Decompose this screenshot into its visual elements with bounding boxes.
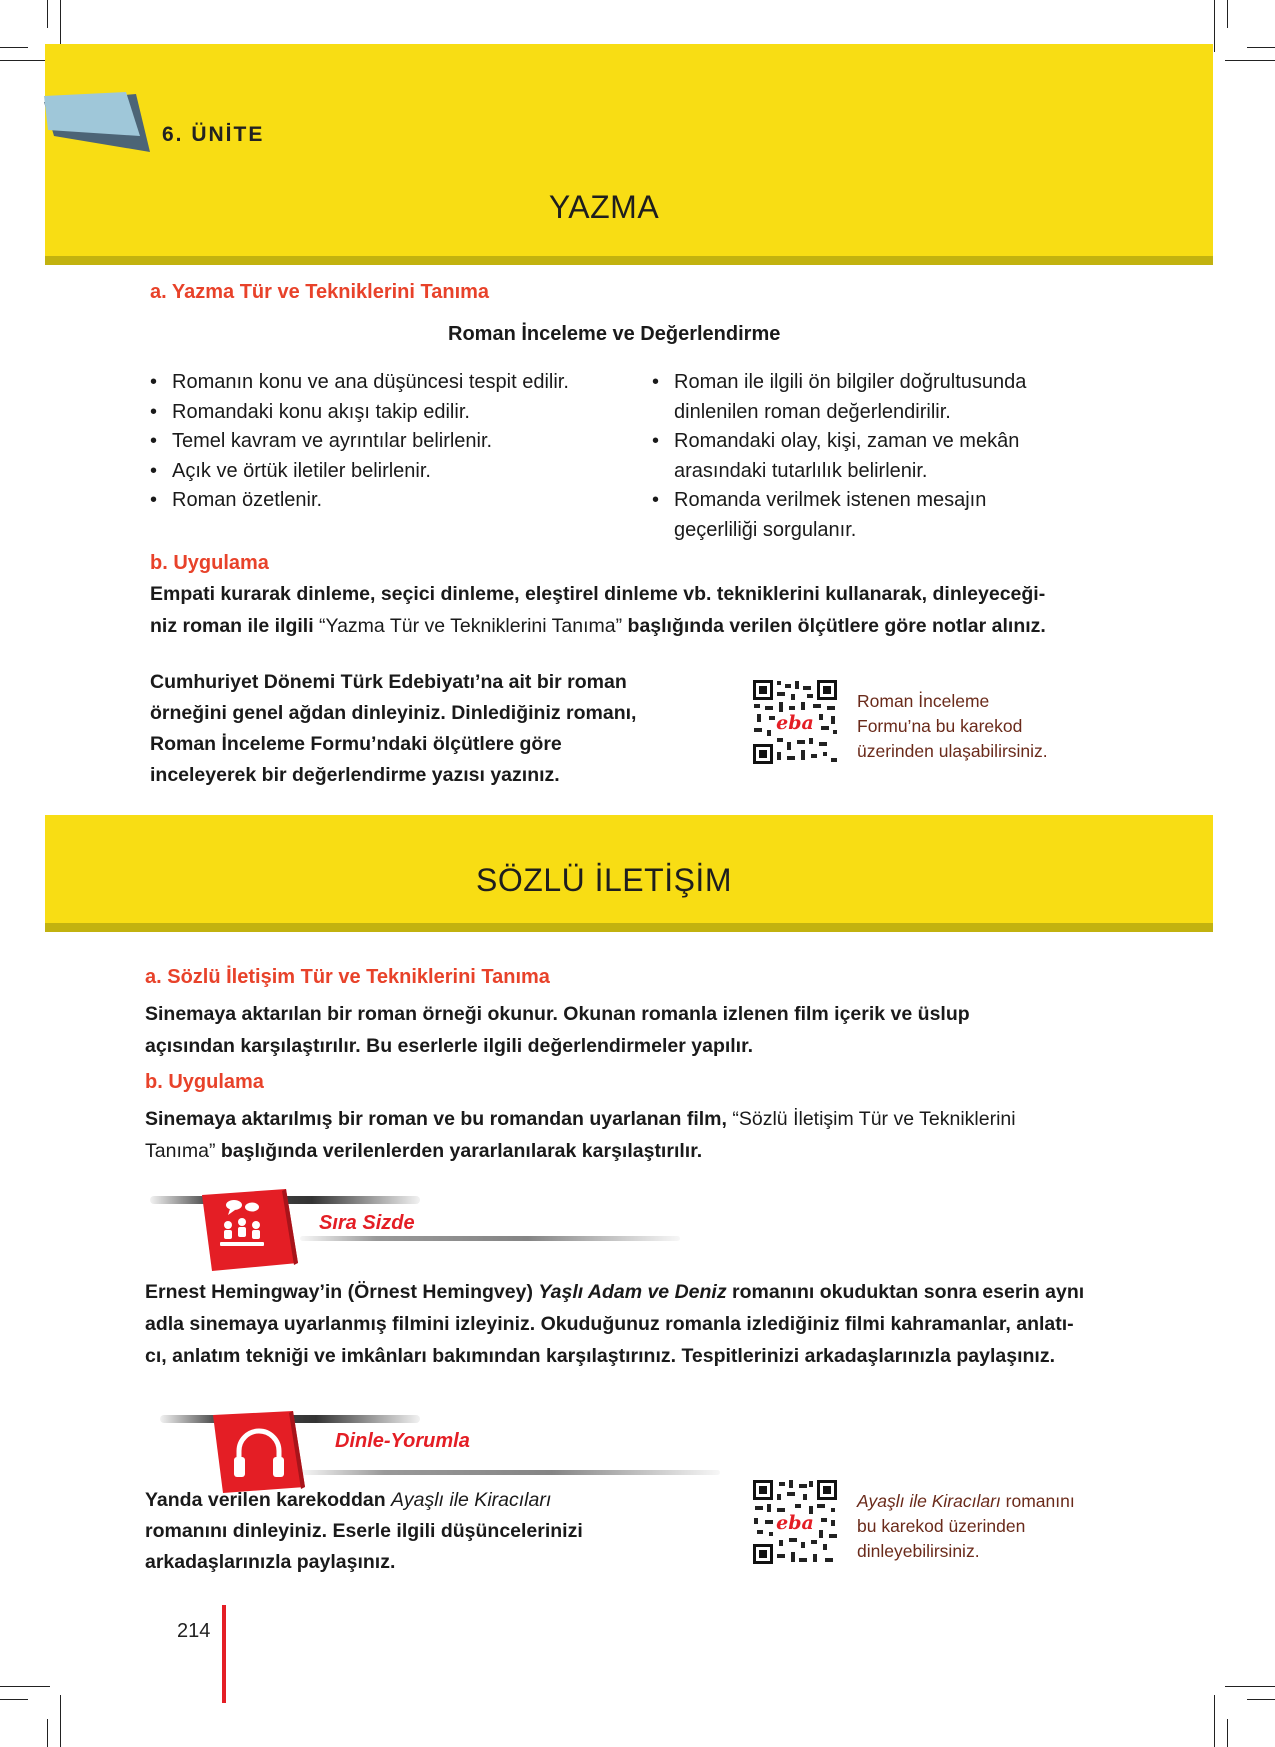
- qr-note: [857, 689, 1048, 764]
- headphones-icon: [213, 1411, 305, 1493]
- text-segment: romanını: [1000, 1491, 1075, 1511]
- qr-code-icon[interactable]: [751, 1478, 839, 1566]
- text-segment: “Yazma Tür ve Tekniklerini Tanıma”: [319, 615, 623, 637]
- yazma-task-text: [150, 667, 636, 791]
- crop-mark: [1225, 1686, 1275, 1687]
- text-segment: başlığında verilenlerden yararlanılarak karşılaştırılır.: [215, 1140, 703, 1162]
- text-segment: başlığında verilen ölçütlere göre notlar alınız.: [622, 615, 1046, 637]
- dinle-yorumla-ribbon: [300, 1470, 720, 1475]
- text-line: adla sinemaya uyarlanmış filmini izleyiniz. Okuduğunuz romanla izlediğiniz filmi kahramanlar, anlatı-: [145, 1313, 1074, 1335]
- sozlu-b-heading: b. Uygulama: [145, 1071, 264, 1093]
- text-line: arkadaşlarınızla paylaşınız.: [145, 1551, 396, 1573]
- qr-note-line: üzerinden ulaşabilirsiniz.: [857, 741, 1048, 761]
- yazma-b-text-line: Empati kurarak dinleme, seçici dinleme, eleştirel dinleme vb. tekniklerini kullanarak, dinleyeceği-: [150, 583, 1046, 605]
- list-item: • Roman özetlenir.: [148, 486, 618, 516]
- sozlu-a-text: [145, 998, 970, 1062]
- yazma-b-heading: b. Uygulama: [150, 552, 269, 574]
- text-line: [145, 1276, 1084, 1308]
- text-line: açısından karşılaştırılır. Bu eserlerle ilgili değerlendirmeler yapılır.: [145, 1035, 754, 1057]
- sozlu-a-heading: a. Sözlü İletişim Tür ve Tekniklerini Tanıma: [145, 966, 550, 988]
- page-number-bar: [222, 1605, 226, 1703]
- qr-code-icon[interactable]: [751, 678, 839, 766]
- task-line: inceleyerek bir değerlendirme yazısı yazınız.: [150, 764, 560, 786]
- qr-brand-logo: eba: [776, 712, 814, 734]
- yazma-a-heading: a. Yazma Tür ve Tekniklerini Tanıma: [150, 281, 490, 303]
- text-line: Sinemaya aktarılan bir roman örneği okunur. Okunan romanla izlenen film içerik ve üslup: [145, 1003, 970, 1025]
- crop-mark: [0, 1699, 28, 1700]
- yazma-left-bullet-list: [148, 368, 618, 516]
- sozlu-title: SÖZLÜ İLETİŞİM: [476, 862, 732, 898]
- task-line: Roman İnceleme Formu’ndaki ölçütlere göre: [150, 733, 562, 755]
- text-segment: “Sözlü İletişim Tür ve Tekniklerini: [732, 1108, 1016, 1130]
- sira-sizde-label: Sıra Sizde: [319, 1212, 415, 1234]
- crop-mark: [1227, 1719, 1228, 1747]
- book-title: Ayaşlı ile Kiracıları: [391, 1489, 552, 1511]
- list-item: • Açık ve örtük iletiler belirlenir.: [148, 457, 618, 487]
- list-item: • Romanın konu ve ana düşüncesi tespit edilir.: [148, 368, 618, 398]
- crop-mark: [1214, 1695, 1215, 1747]
- crop-mark: [60, 1695, 61, 1747]
- crop-mark: [1225, 60, 1275, 61]
- group-discussion-icon: [200, 1189, 300, 1271]
- text-segment: niz roman ile ilgili: [150, 615, 320, 637]
- book-title: Yaşlı Adam ve Deniz: [538, 1281, 727, 1303]
- list-item: • Romanda verilmek istenen mesajın geçerliliği sorgulanır.: [650, 486, 1075, 545]
- qr-brand-logo: eba: [776, 1512, 814, 1534]
- text-segment: Yanda verilen karekoddan: [145, 1489, 392, 1511]
- text-segment: Ernest Hemingway’in (Örnest Hemingvey): [145, 1281, 539, 1303]
- text-segment: Tanıma”: [145, 1140, 216, 1162]
- sira-sizde-text: [145, 1276, 1084, 1372]
- text-line: [145, 1485, 583, 1516]
- text-line: cı, anlatım tekniği ve imkânları bakımından karşılaştırınız. Tespitlerinizi arkadaşlarınızla paylaşınız.: [145, 1345, 1055, 1367]
- crop-mark: [47, 0, 48, 28]
- list-item: • Temel kavram ve ayrıntılar belirlenir.: [148, 427, 618, 457]
- sira-sizde-ribbon: [300, 1236, 680, 1241]
- qr-note-line: Roman İnceleme: [857, 691, 990, 711]
- qr-note-line: [857, 1489, 1075, 1514]
- yazma-right-bullet-list: [650, 368, 1075, 545]
- yazma-b-text-line: [150, 610, 1046, 642]
- text-line: romanını dinleyiniz. Eserle ilgili düşüncelerinizi: [145, 1520, 583, 1542]
- sozlu-b-text-line: [145, 1135, 702, 1167]
- sozlu-b-text-line: [145, 1103, 1016, 1135]
- sozlu-band-underline: [45, 923, 1213, 932]
- crop-mark: [1247, 47, 1275, 48]
- dinle-text: [145, 1485, 583, 1578]
- book-title: Ayaşlı ile Kiracıları: [857, 1491, 1001, 1511]
- crop-mark: [0, 1686, 50, 1687]
- crop-mark: [1247, 1699, 1275, 1700]
- crop-mark: [1214, 0, 1215, 52]
- task-line: örneğini genel ağdan dinleyiniz. Dinlediğiniz romanı,: [150, 702, 637, 724]
- yazma-subtitle: Roman İnceleme ve Değerlendirme: [448, 323, 781, 345]
- yazma-title: YAZMA: [548, 189, 660, 225]
- list-item: • Romandaki konu akışı takip edilir.: [148, 398, 618, 428]
- list-item: • Roman ile ilgili ön bilgiler doğrultusunda dinlenilen roman değerlendirilir.: [650, 368, 1075, 427]
- dinle-yorumla-label: Dinle-Yorumla: [335, 1430, 470, 1452]
- crop-mark: [0, 47, 28, 48]
- qr-note: [857, 1489, 1075, 1564]
- unit-label: 6. ÜNİTE: [162, 123, 265, 146]
- crop-mark: [0, 60, 50, 61]
- crop-mark: [1227, 0, 1228, 28]
- qr-note-line: dinleyebilirsiniz.: [857, 1541, 980, 1561]
- text-segment: romanını okuduktan sonra eserin aynı: [726, 1281, 1085, 1303]
- qr-note-line: bu karekod üzerinden: [857, 1516, 1026, 1536]
- yazma-band-underline: [45, 256, 1213, 265]
- crop-mark: [47, 1719, 48, 1747]
- list-item: • Romandaki olay, kişi, zaman ve mekân arasındaki tutarlılık belirlenir.: [650, 427, 1075, 486]
- unit-tab-graphic: [40, 92, 152, 154]
- page-number: 214: [177, 1620, 211, 1642]
- task-line: Cumhuriyet Dönemi Türk Edebiyatı’na ait bir roman: [150, 671, 627, 693]
- text-segment: Sinemaya aktarılmış bir roman ve bu romandan uyarlanan film,: [145, 1108, 733, 1130]
- qr-note-line: Formu’na bu karekod: [857, 716, 1023, 736]
